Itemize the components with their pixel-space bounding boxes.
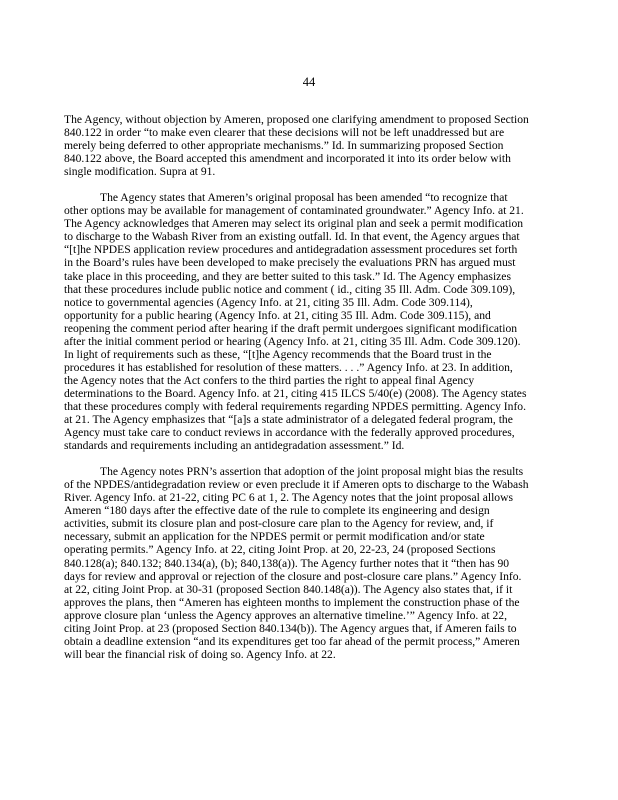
paragraph-agency-amendment: The Agency, without objection by Ameren, proposed one clarifying amendment to proposed Section 840.122 in order “to make even clearer that these decisions will not be left unaddressed but are merely being deferred to other appropriate mechanisms.” Id. In summarizing proposed Section 840.122 above, the Board accepted this amendment and incorporated it into its order below with single modification. Supra at 91. [64,113,529,179]
paragraph-agency-notes-prn: The Agency notes PRN’s assertion that adoption of the joint proposal might bias the results of the NPDES/antidegradation review or even preclude it if Ameren opts to discharge to the Wabash River. Agency Info. at 21-22, citing PC 6 at 1, 2. The Agency notes that the joint proposal allows Ameren “180 days after the effective date of the rule to complete its engineering and design activities, submit its closure plan and post-closure care plan to the Agency for review, and, if necessary, submit an application for the NPDES permit or permit modification and/or state operating permits.” Agency Info. at 22, citing Joint Prop. at 20, 22-23, 24 (proposed Sections 840.128(a); 840.132; 840.134(a), (b); 840,138(a)). The Agency further notes that it “then has 90 days for review and approval or rejection of the closure and post-closure care plans.” Agency Info. at 22, citing Joint Prop. at 30-31 (proposed Section 840.148(a)). The Agency also states that, if it approves the plans, then “Ameren has eighteen months to implement the construction phase of the approve closure plan ‘unless the Agency approves an alternative timeline.’” Agency Info. at 22, citing Joint Prop. at 23 (proposed Section 840.134(b)). The Agency argues that, if Ameren fails to obtain a deadline extension “and its expenditures get too far ahead of the permit process,” Ameren will bear the financial risk of doing so. Agency Info. at 22. [64,465,529,661]
paragraph-agency-states: The Agency states that Ameren’s original proposal has been amended “to recognize that other options may be available for management of contaminated groundwater.” Agency Info. at 21. The Agency acknowledges that Ameren may select its original plan and seek a permit modification to discharge to the Wabash River from an existing outfall. Id. In that event, the Agency argues that “[t]he NPDES application review procedures and antidegradation assessment procedures set forth in the Board’s rules have been developed to make precisely the evaluations PRN has argued must take place in this proceeding, and they are better suited to this task.” Id. The Agency emphasizes that these procedures include public notice and comment ( id., citing 35 Ill. Adm. Code 309.109), notice to governmental agencies (Agency Info. at 21, citing 35 Ill. Adm. Code 309.114), opportunity for a public hearing (Agency Info. at 21, citing 35 Ill. Adm. Code 309.115), and reopening the comment period after hearing if the draft permit undergoes significant modification after the initial comment period or hearing (Agency Info. at 21, citing 35 Ill. Adm. Code 309.120). In light of requirements such as these, “[t]he Agency recommends that the Board trust in the procedures it has established for resolution of these matters. . . .” Agency Info. at 23. In addition, the Agency notes that the Act confers to the third parties the right to appeal final Agency determinations to the Board. Agency Info. at 21, citing 415 ILCS 5/40(e) (2008). The Agency states that these procedures comply with federal requirements regarding NPDES permitting. Agency Info. at 21. The Agency emphasizes that “[a]s a state administrator of a delegated federal program, the Agency must take care to conduct reviews in accordance with the federally approved procedures, standards and requirements including an antidegradation assessment.” Id. [64,191,527,453]
document-body [64,113,529,674]
page-number: 44 [302,75,316,89]
